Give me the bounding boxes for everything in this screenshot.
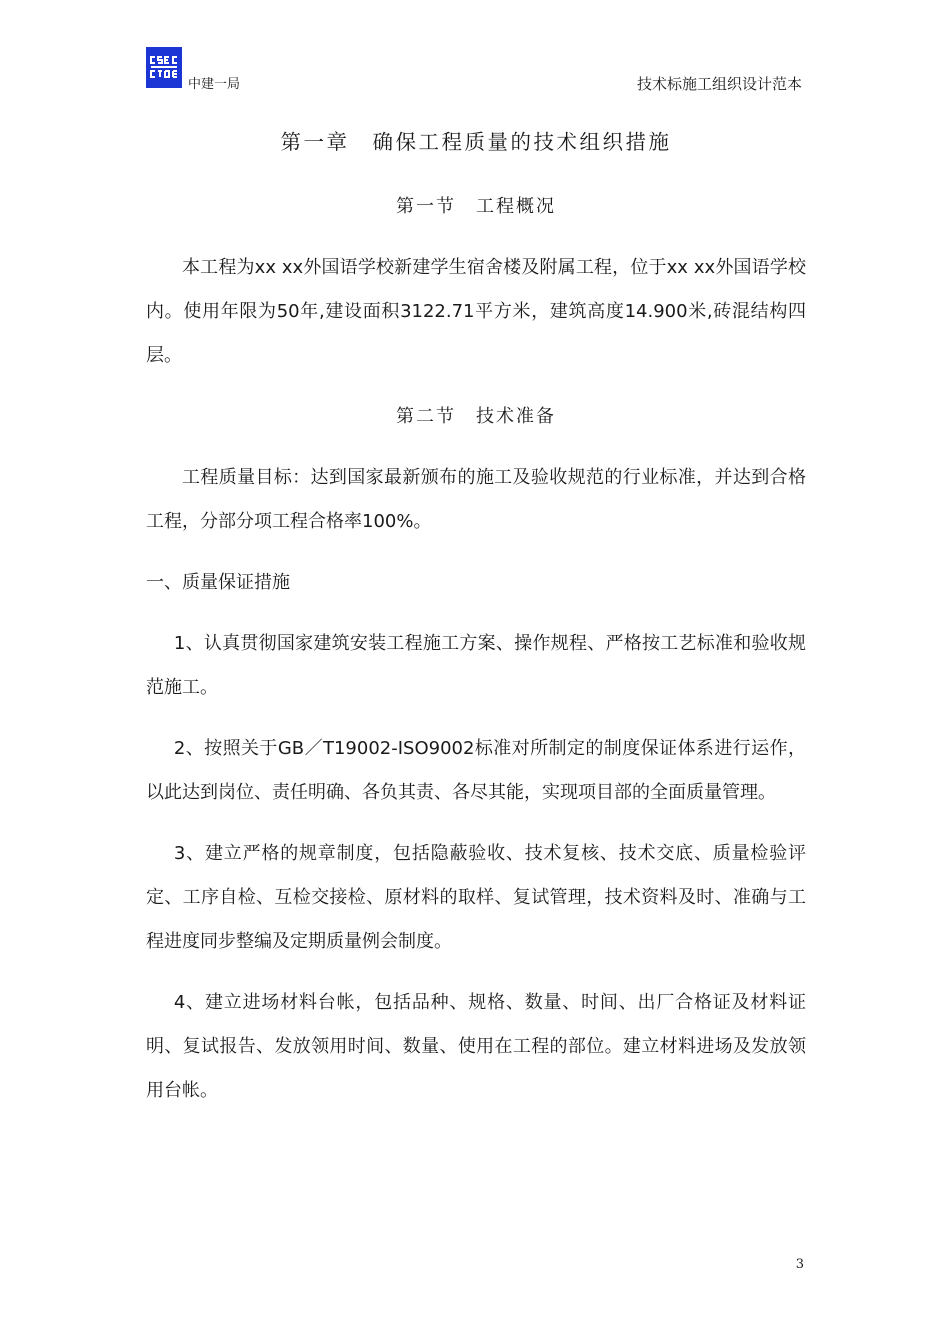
list-item: 3、建立严格的规章制度，包括隐蔽验收、技术复核、技术交底、质量检验评定、工序自检、互检交接检、原材料的取样、复试管理，技术资料及时、准确与工程进度同步整编及定期质量例会制度。 (146, 843, 806, 952)
section-title: 第二节 技术准备 (396, 406, 556, 427)
logo-mark (146, 47, 182, 88)
project-overview-paragraph: 本工程为xx xx外国语学校新建学生宿舍楼及附属工程，位于xx xx外国语学校内。使用年限为50年,建设面积3122.71平方米，建筑高度14.900米,砖混结构四层。 (146, 257, 806, 366)
list-item: 1、认真贯彻国家建筑安装工程施工方案、操作规程、严格按工艺标准和验收规范施工。 (146, 633, 806, 698)
list-item: 2、按照关于GB／T19002-ISO9002标准对所制定的制度保证体系进行运作，以此达到岗位、责任明确、各负其责、各尽其能，实现项目部的全面质量管理。 (146, 738, 806, 803)
quality-target-paragraph: 工程质量目标：达到国家最新颁布的施工及验收规范的行业标准，并达到合格工程，分部分项工程合格率100%。 (146, 467, 806, 532)
page-content (146, 120, 806, 1130)
cscec-logo-icon (146, 47, 182, 88)
document-title: 技术标施工组织设计范本 (636, 75, 802, 93)
company-name: 中建一局 (188, 77, 241, 92)
section-title: 第一节 工程概况 (396, 196, 556, 217)
measures-heading: 一、质量保证措施 (146, 572, 290, 593)
page-number: 3 (795, 1257, 804, 1272)
list-item: 4、建立进场材料台帐，包括品种、规格、数量、时间、出厂合格证及材料证明、复试报告、发放领用时间、数量、使用在工程的部位。建立材料进场及发放领用台帐。 (146, 992, 806, 1101)
chapter-title: 第一章 确保工程质量的技术组织措施 (280, 130, 672, 154)
